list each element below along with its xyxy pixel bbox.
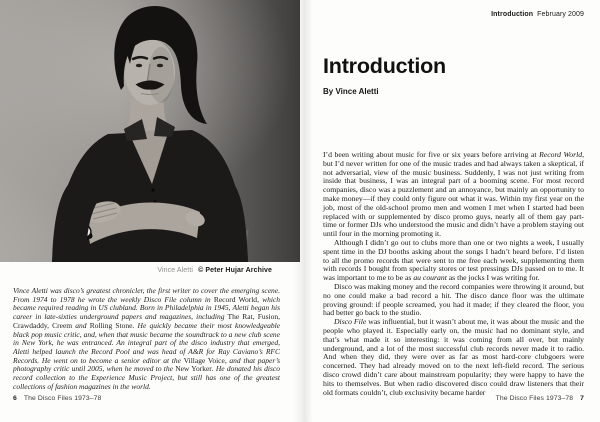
text-segment: , and that paper’s photography critic until 2005, when he moved to the — [13, 355, 280, 374]
book-title-left: The Disco Files 1973–78 — [23, 395, 102, 402]
footer-left — [13, 395, 101, 402]
text-segment: Vince Aletti was disco’s greatest chronicler, the first writer to cover the emerging scene. From 1974 to 1978 he wrote the weekly Disco File column in — [13, 286, 280, 304]
paragraph — [323, 239, 584, 283]
paragraph — [323, 283, 584, 318]
text-segment: Rolling Stone — [89, 320, 133, 330]
bio-text — [13, 287, 280, 391]
text-segment: au courant — [413, 273, 447, 283]
page-title: Introduction — [323, 54, 446, 78]
text-segment: was influential, but it wasn’t about me, it was about the music and the people who played it. Especially early on, the music had no dominant style, and that’s what made it so interesting: it was coming from all over, but mainly underground, and a lot of the most successful club records never made it to radio. And when they did, they were over as far as most hard-core clubgoers were concerned. They had already moved on to the next left-field record. The serious disco crowd didn’t care about mainstream popularity; they were happy to have the hits to themselves. But when radio discovered disco could draw listeners that their old formats couldn’t, club exclusivity became harder — [323, 317, 584, 397]
text-segment: . He quickly became their most knowledgeable black pop music critic, and, when that music became the soundtrack to a new club scene in New York, he was entranced. An integral part of the disco industry that emerged, Aletti helped launch the Record Pool and was head of A&R for Ray Caviano’s RFC Records. He went on to become a senior editor at the — [13, 320, 280, 365]
text-segment: Disco File — [334, 317, 367, 327]
book-title-right: The Disco Files 1973–78 — [495, 395, 574, 402]
footer-right — [496, 395, 584, 402]
text-segment: The Rat, Fusion, Crawdaddy, Creem — [13, 312, 280, 330]
text-segment: I’d been writing about music for five or six years before arriving at — [323, 150, 540, 159]
caption-subject-name: Vince Aletti — [157, 267, 194, 274]
text-segment: Record World — [213, 294, 258, 304]
paragraph — [323, 318, 584, 397]
text-segment: Disco was making money and the record companies were throwing it around, but no one could make a bad record a hit. The disco dance floor was the ultimate proving ground: if people screamed, you had it made; if they cleared the floor, you had better go back to the studio. — [323, 281, 584, 318]
body-text — [323, 151, 584, 397]
text-segment: New Yorker — [175, 364, 212, 374]
text-segment: as the jocks I was writing for. — [446, 273, 540, 283]
text-segment: , but I’d never written for one of the music trades and had always taken a skeptical, if not adversarial, view of the music business. Suddenly, I was not just writing from inside that business, I was an integral part of a booming scene. For most record companies, disco was a puzzlement and an annoyance, but mainly an opportunity to make money—if they could only figure out what it was. Within my first year on the job, most of the old-school promo men and women I met when I started had been replaced with or supplemented by disco promo guys, nearly all of them gay part-time or former DJs who understood the music and didn’t have a problem staying out until four in the morning promoting it. — [323, 150, 584, 239]
portrait-photo — [0, 0, 300, 262]
running-head-section: Introduction — [491, 11, 534, 18]
text-segment: Record World — [539, 150, 583, 159]
running-head — [491, 11, 584, 18]
running-head-date: February 2009 — [537, 11, 584, 18]
text-segment: . He donated his disco record collection to the Experience Music Project, but still has one of the greatest collections of fashion magazines in the world. — [13, 364, 281, 391]
paragraph — [323, 151, 584, 239]
text-segment: Village Voice — [183, 355, 225, 365]
byline: By Vince Aletti — [323, 87, 379, 96]
right-page — [300, 0, 600, 422]
photo-caption — [0, 266, 272, 276]
page-number-left: 6 — [13, 395, 17, 402]
caption-credit: © Peter Hujar Archive — [198, 267, 272, 274]
text-segment: , which became required reading in US clubland. Born in Philadelphia in 1945, Aletti began his career in late-sixties underground papers and magazines, including — [13, 294, 280, 322]
page-number-right: 7 — [580, 395, 584, 402]
text-segment: and — [72, 320, 90, 330]
text-segment: Although I didn’t go out to clubs more than one or two nights a week, I usually spent time in the DJ booths asking about the songs I hadn’t heard before. I’d listen to all the promo records that were sent to me free each week, supplementing them with records I bought from specialty stores or test pressings DJs passed on to me. It was important to me to be as — [323, 237, 584, 283]
